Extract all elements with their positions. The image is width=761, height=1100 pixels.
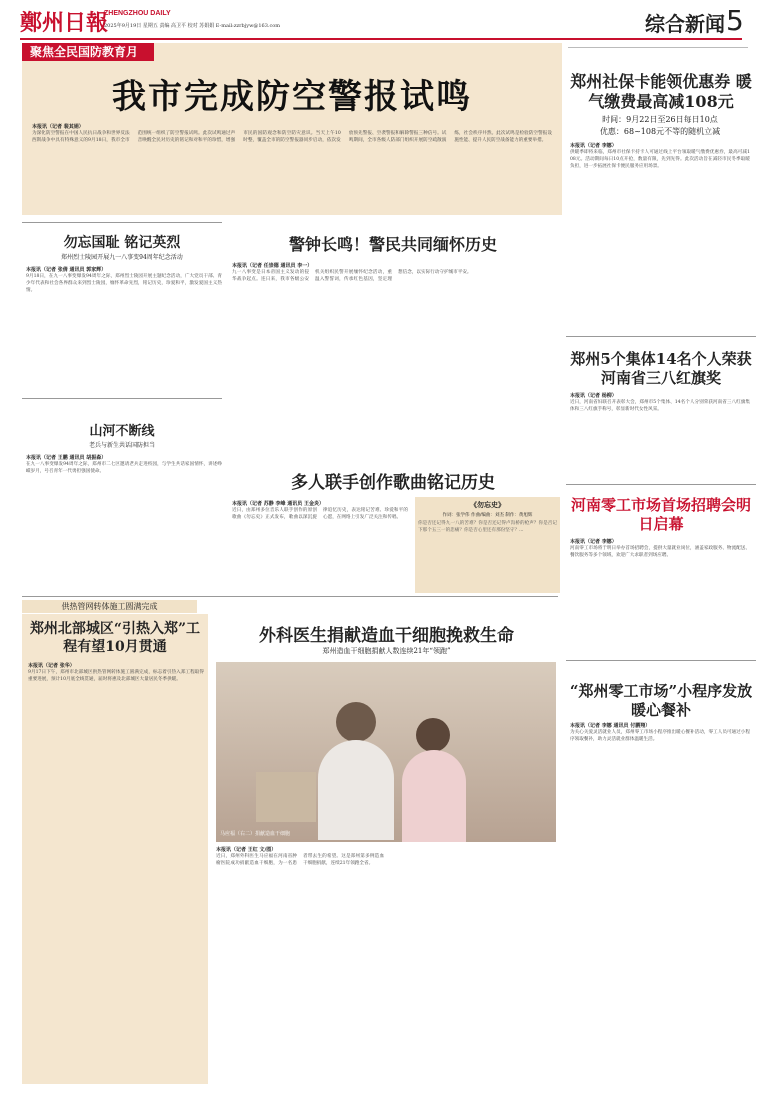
lyrics-credit: 作词：张学伟 作曲/编曲：刘杰 制作：黄旭辉 [442, 513, 533, 518]
a1-headline: 勿忘国耻 铭记英烈 [63, 235, 181, 251]
newspaper-logo: 鄭州日報 [20, 10, 109, 36]
a2-byline: 本报讯（记者 任崇德 通讯员 李一） [232, 263, 313, 269]
page-number: 5 [726, 4, 744, 37]
ad-strip: 供热管网转体施工圆满完成 [22, 600, 197, 613]
person-body-shape [318, 740, 394, 840]
right-top-rule [568, 47, 748, 48]
a9-body: 为关心关爱灵活就业人员，郑州零工市场小程序推出暖心餐补活动，零工人员可通过小程序领取餐补，助力灵活就业群体温暖生活。 [570, 730, 750, 743]
lyrics-box [415, 497, 560, 593]
a9-rule [566, 660, 756, 661]
a6-photo [216, 662, 556, 842]
masthead [20, 6, 742, 38]
a9-byline: 本报讯（记者 李娜 通讯员 付鹏翔） [570, 723, 651, 729]
a8-byline: 本报讯（记者 李娜） [570, 539, 617, 545]
right-top-byline: 本报讯（记者 李娜） [570, 143, 617, 149]
banner-kicker: 聚焦全民国防教育月 [22, 43, 154, 61]
a6-headline: 外科医生捐献造血干细胞挽救生命 [259, 626, 514, 646]
a7-body: 近日，河南省妇联召开表彰大会，郑州市5个集体、14名个人分别荣获河南省三八红旗集体和三八红旗手称号，彰显新时代女性风采。 [570, 400, 750, 413]
a6-body: 近日，郑州外科医生马应福在河南省肿瘤医院成功捐献造血干细胞，为一名患者带去生的希望。这是郑州第多例造血干细胞捐献，连续21年领跑全省。 [216, 854, 384, 867]
a6-sub: 郑州造血干细胞捐献人数连续21年“领跑” [322, 647, 451, 655]
bouquet-shape [256, 772, 316, 822]
a4-body: 近日，由郑州多位音乐人联手创作的原创歌曲《勿忘史》正式发布，歌曲以深沉旋律追忆历史，表达铭记苦难、珍爱和平的心愿，在网络上引发广泛关注和传唱。 [232, 508, 408, 521]
a1-sub: 郑州烈士陵园开展九一八事变94周年纪念活动 [61, 254, 183, 261]
a5-article [22, 614, 208, 1084]
a8-rule [566, 484, 756, 485]
a7-byline: 本报讯（记者 杨柳） [570, 393, 617, 399]
right-top-sub1: 时间：9月22日至26日每日10点 [602, 115, 718, 124]
ad-strip-rule [22, 596, 558, 597]
masthead-rule [20, 38, 742, 40]
newspaper-pinyin: ZHENGZHOU DAILY [104, 10, 171, 17]
a6-byline: 本报讯（记者 王红 文/图） [216, 847, 277, 853]
a9-headline: “郑州零工市场”小程序发放暖心餐补 [569, 682, 753, 719]
a5-body: 9月17日下午，郑州市北部城区供热管网转体施工圆满完成，标志着引热入郑工程取得重要进展，预计10月底全线贯通，届时将惠及北部城区大量居民冬季供暖。 [28, 670, 204, 683]
person-head-shape [336, 702, 376, 742]
a4-headline: 多人联手创作歌曲铭记历史 [291, 473, 495, 493]
lyrics-text: 你是否还记得九一八的苦难？你是否还记得卢沟桥的枪声？你是否记下那个五三一的悲痛？你是否心里还有那份坚守？... [418, 521, 557, 534]
a1-body: 9月18日，在九一八事变爆发94周年之际，郑州烈士陵园开展主题纪念活动，广大党员干部、青少年代表和社会各界群众来到烈士陵园，缅怀革命先烈，铭记历史，珍爱和平，激发爱国主义热情。 [26, 274, 222, 294]
a6-caption: 马应福（右二）捐献造血干细胞 [220, 831, 291, 837]
a8-headline: 河南零工市场首场招聘会明日启幕 [570, 496, 751, 533]
a3-byline: 本报讯（记者 王鹏 通讯员 胡振森） [26, 455, 107, 461]
person-head-shape [416, 718, 450, 752]
a3-rule [22, 398, 222, 399]
right-top-headline: 郑州社保卡能领优惠券 暖气缴费最高减108元 [570, 72, 752, 111]
a4-byline: 本报讯（记者 苏静 李峰 通讯员 王金炎） [232, 501, 324, 507]
banner-byline: 本报讯（记者 裴其娟） [32, 124, 84, 130]
banner-body: 为深化防空警报在中国人民抗日战争和世界反法西斯战争中具有特殊意义的9月18日，我市全市范围统一组织了防空警报试鸣。此次试鸣通过声音唤醒全民对历史的铭记和对和平的珍惜，增强市民的国防观念和防空防灾意识。当天上午10时整，覆盖全市的防空警报器同步启动，依次发放预先警报、空袭警报和解除警报三种信号。试鸣期间，全市各级人防部门组织开展防空疏散演练，社会秩序井然。此次试鸣是检验防空警报设施性能、提升人民防空战备能力的重要举措。 [32, 131, 552, 144]
a5-byline: 本报讯（记者 张华） [28, 663, 75, 669]
a8-body: 河南零工市场将于明日举办首场招聘会，提供大量就业岗位，涵盖家政服务、物流配送、餐饮服务等多个领域，欢迎广大求职者到场应聘。 [570, 546, 750, 559]
a7-headline: 郑州5个集体14名个人荣获河南省三八红旗奖 [570, 350, 752, 387]
right-top-body: 供暖季即将来临，郑州市社保卡持卡人可通过线上平台领取暖气缴费优惠券，最高可减108元。活动期间每日10点开抢，数量有限，先到先得。此次活动旨在减轻市民冬季取暖负担，进一步拓展社保卡便民服务应用场景。 [570, 150, 750, 170]
banner-article [22, 43, 562, 215]
right-top-sub2: 优惠：68~108元不等的随机立减 [599, 127, 721, 136]
a2-body: 九一八事变是日本帝国主义发动的侵华战争起点。连日来，我市各级公安机关组织民警开展缅怀纪念活动，重温入警誓词，传承红色基因，坚定理想信念，以实际行动守护城市平安。 [232, 270, 472, 283]
a7-rule [566, 336, 756, 337]
a3-sub: 老兵与新生共话国防担当 [88, 442, 155, 449]
a3-headline: 山河不断线 [89, 424, 155, 439]
a5-headline: 郑州北部城区“引热入郑”工程有望10月贯通 [29, 621, 201, 655]
dateline: 2025年9月19日 星期五 责编 高卫平 校对 苏娟娟 E-mail:zzrbjyw@163.com [104, 23, 281, 29]
banner-headline: 我市完成防空警报试鸣 [112, 77, 472, 117]
a1-byline: 本报讯（记者 张倩 通讯员 郭家辉） [26, 267, 107, 273]
section-name: 综合新闻 [645, 12, 725, 36]
a1-rule [22, 222, 222, 223]
a2-headline: 警钟长鸣！警民共同缅怀历史 [288, 235, 497, 254]
lyrics-title: 《勿忘史》 [470, 500, 505, 509]
person-body-shape [402, 750, 466, 842]
a3-body: 在九一八事变爆发94周年之际，郑州市二七区邀请老兵走进校园，与学生共话家国情怀，讲述峥嵘岁月，号召青年一代勇担强国使命。 [26, 462, 222, 475]
